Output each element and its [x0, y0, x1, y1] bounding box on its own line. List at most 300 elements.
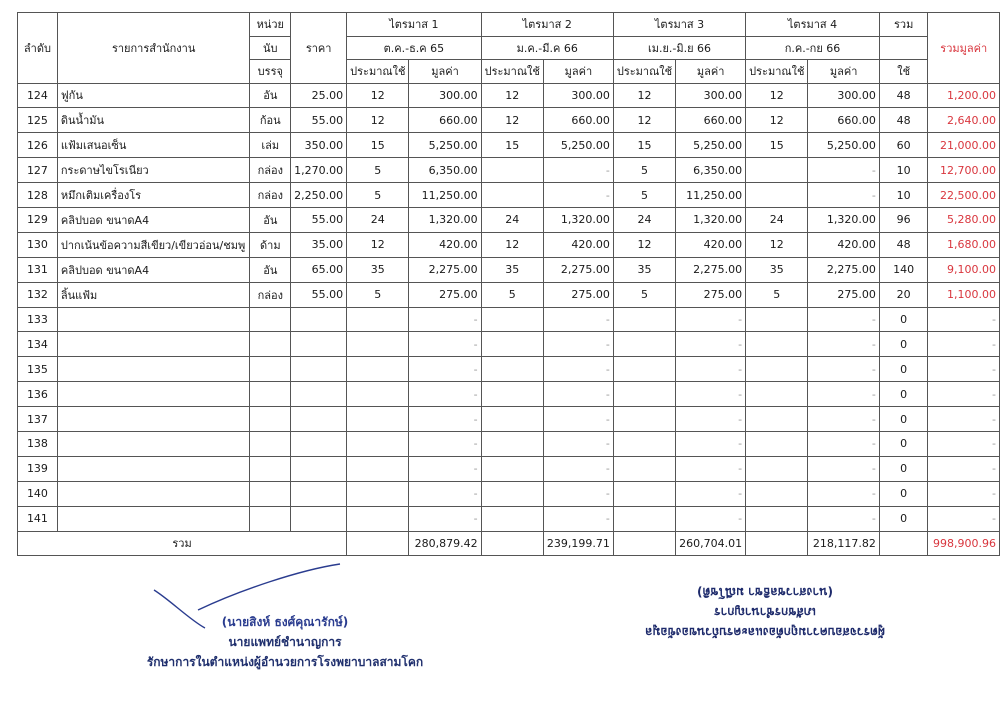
row-q3-value: 5,250.00: [676, 133, 746, 158]
row-use: 0: [879, 382, 928, 407]
table-row: [18, 83, 1000, 108]
row-item: [57, 307, 250, 332]
header-unit-line1: หน่วย: [250, 13, 291, 37]
row-no: 133: [18, 307, 58, 332]
row-q2-value: -: [543, 481, 613, 506]
row-q1-qty: 35: [347, 257, 409, 282]
row-q2-qty: 5: [481, 282, 543, 307]
header-q3-qty: ประมาณใช้: [613, 60, 675, 84]
header-period-3: เม.ย.-มิ.ย 66: [613, 36, 745, 60]
row-price: [291, 307, 347, 332]
row-q2-value: -: [543, 357, 613, 382]
row-q2-value: -: [543, 431, 613, 456]
row-q4-value: -: [808, 481, 879, 506]
row-price: 2,250.00: [291, 183, 347, 208]
row-total: 12,700.00: [928, 158, 1000, 183]
row-item: ปากเน้นข้อความสีเขียว/เขียวอ่อน/ชมพู: [57, 232, 250, 257]
row-use: 0: [879, 357, 928, 382]
row-unit: [250, 332, 291, 357]
row-q4-value: -: [808, 158, 879, 183]
totals-q2-qty: [481, 531, 543, 556]
row-q3-value: 2,275.00: [676, 257, 746, 282]
row-q4-value: 2,275.00: [808, 257, 879, 282]
row-price: [291, 481, 347, 506]
row-item: [57, 431, 250, 456]
row-q3-value: -: [676, 506, 746, 531]
row-q1-value: -: [409, 407, 481, 432]
header-period-1: ต.ค.-ธ.ค 65: [347, 36, 481, 60]
row-no: 131: [18, 257, 58, 282]
row-item: [57, 456, 250, 481]
row-total: 21,000.00: [928, 133, 1000, 158]
row-q4-value: 420.00: [808, 232, 879, 257]
row-q4-qty: 12: [746, 83, 808, 108]
row-no: 138: [18, 431, 58, 456]
row-unit: [250, 382, 291, 407]
row-item: [57, 481, 250, 506]
header-total-use-blank: [879, 36, 928, 60]
row-total: -: [928, 481, 1000, 506]
row-q2-qty: 12: [481, 232, 543, 257]
row-unit: เล่ม: [250, 133, 291, 158]
totals-q1-qty: [347, 531, 409, 556]
row-q1-qty: 5: [347, 158, 409, 183]
row-q4-qty: 35: [746, 257, 808, 282]
row-q1-value: 5,250.00: [409, 133, 481, 158]
row-total: 1,680.00: [928, 232, 1000, 257]
row-q1-value: -: [409, 357, 481, 382]
row-q3-qty: [613, 357, 675, 382]
header-quarter-2: ไตรมาส 2: [481, 13, 613, 37]
row-q1-value: -: [409, 382, 481, 407]
verifier-line1: ผู้ตรวจสอบความถูกต้องและครบถ้วนของข้อมูล: [645, 625, 885, 639]
header-q3-value: มูลค่า: [676, 60, 746, 84]
row-q1-qty: [347, 357, 409, 382]
row-item: ลิ้นแฟ้ม: [57, 282, 250, 307]
row-q2-qty: 12: [481, 83, 543, 108]
row-q1-qty: 12: [347, 83, 409, 108]
row-total: -: [928, 407, 1000, 432]
row-unit: [250, 407, 291, 432]
table-row: [18, 133, 1000, 158]
verifier-line2: เภสัชกรชำนาญการ: [714, 605, 816, 619]
header-quarter-1: ไตรมาส 1: [347, 13, 481, 37]
row-use: 10: [879, 158, 928, 183]
row-no: 130: [18, 232, 58, 257]
row-item: ดินน้ำมัน: [57, 108, 250, 133]
header-q2-qty: ประมาณใช้: [481, 60, 543, 84]
totals-row: [18, 531, 1000, 556]
row-q4-qty: [746, 481, 808, 506]
row-q1-value: 11,250.00: [409, 183, 481, 208]
table-row: [18, 207, 1000, 232]
row-use: 0: [879, 431, 928, 456]
row-q4-value: -: [808, 183, 879, 208]
header-q2-value: มูลค่า: [543, 60, 613, 84]
row-q2-qty: [481, 307, 543, 332]
row-q3-value: -: [676, 407, 746, 432]
row-no: 128: [18, 183, 58, 208]
row-price: [291, 357, 347, 382]
row-q2-value: 300.00: [543, 83, 613, 108]
row-q4-qty: 5: [746, 282, 808, 307]
row-q2-value: -: [543, 382, 613, 407]
row-total: 2,640.00: [928, 108, 1000, 133]
header-quarter-4: ไตรมาส 4: [746, 13, 880, 37]
row-unit: [250, 481, 291, 506]
row-no: 140: [18, 481, 58, 506]
row-q4-value: -: [808, 357, 879, 382]
header-q1-qty: ประมาณใช้: [347, 60, 409, 84]
row-q4-value: -: [808, 332, 879, 357]
row-q3-value: 300.00: [676, 83, 746, 108]
row-q3-value: -: [676, 382, 746, 407]
totals-q3-qty: [613, 531, 675, 556]
row-no: 126: [18, 133, 58, 158]
row-q1-qty: 12: [347, 108, 409, 133]
row-q3-value: -: [676, 431, 746, 456]
row-use: 0: [879, 332, 928, 357]
row-q2-qty: [481, 431, 543, 456]
row-q1-qty: [347, 431, 409, 456]
row-total: -: [928, 506, 1000, 531]
row-q4-qty: [746, 183, 808, 208]
row-q4-value: -: [808, 382, 879, 407]
row-q1-qty: 5: [347, 183, 409, 208]
row-unit: อัน: [250, 83, 291, 108]
row-q3-value: 420.00: [676, 232, 746, 257]
row-use: 0: [879, 481, 928, 506]
row-q4-qty: [746, 357, 808, 382]
row-q4-value: -: [808, 307, 879, 332]
row-q2-value: -: [543, 506, 613, 531]
row-no: 127: [18, 158, 58, 183]
row-q3-value: 6,350.00: [676, 158, 746, 183]
table-row: [18, 481, 1000, 506]
row-price: [291, 382, 347, 407]
row-price: 55.00: [291, 207, 347, 232]
row-q4-qty: [746, 307, 808, 332]
row-price: 55.00: [291, 282, 347, 307]
row-q3-value: 275.00: [676, 282, 746, 307]
row-q2-value: 1,320.00: [543, 207, 613, 232]
row-use: 0: [879, 307, 928, 332]
table-row: [18, 506, 1000, 531]
row-use: 0: [879, 456, 928, 481]
row-q4-value: -: [808, 456, 879, 481]
row-total: 1,200.00: [928, 83, 1000, 108]
row-q4-value: 300.00: [808, 83, 879, 108]
row-q3-value: -: [676, 357, 746, 382]
row-q3-value: -: [676, 332, 746, 357]
row-q3-qty: 12: [613, 83, 675, 108]
row-unit: อัน: [250, 207, 291, 232]
row-unit: ก้อน: [250, 108, 291, 133]
row-q1-qty: [347, 332, 409, 357]
row-q1-qty: [347, 382, 409, 407]
row-use: 48: [879, 83, 928, 108]
row-q2-value: 5,250.00: [543, 133, 613, 158]
header-q4-value: มูลค่า: [808, 60, 879, 84]
header-total-use-line2: ใช้: [879, 60, 928, 84]
row-item: หมึกเติมเครื่องโร: [57, 183, 250, 208]
signer-position: นายแพทย์ชำนาญการ: [228, 635, 342, 649]
row-item: [57, 382, 250, 407]
row-q3-qty: [613, 431, 675, 456]
row-q4-qty: [746, 431, 808, 456]
procurement-table: [17, 12, 1000, 556]
row-q2-qty: [481, 506, 543, 531]
header-unit-line2: นับ: [250, 36, 291, 60]
row-q3-qty: 5: [613, 282, 675, 307]
header-unit-line3: บรรจุ: [250, 60, 291, 84]
row-q4-qty: [746, 332, 808, 357]
row-no: 139: [18, 456, 58, 481]
row-q3-qty: [613, 307, 675, 332]
row-q3-qty: 15: [613, 133, 675, 158]
row-q3-value: 660.00: [676, 108, 746, 133]
row-total: -: [928, 307, 1000, 332]
row-total: -: [928, 456, 1000, 481]
row-q3-qty: 24: [613, 207, 675, 232]
row-q2-value: 420.00: [543, 232, 613, 257]
row-q1-value: -: [409, 332, 481, 357]
row-total: 5,280.00: [928, 207, 1000, 232]
table-row: [18, 232, 1000, 257]
row-price: 35.00: [291, 232, 347, 257]
header-total-use-line1: รวม: [879, 13, 928, 37]
signer-name: (นายสิงห์ ธงศ์คุณารักษ์): [221, 615, 349, 629]
row-q2-qty: 12: [481, 108, 543, 133]
table-row: [18, 456, 1000, 481]
header-total-value: รวมมูลค่า: [928, 13, 1000, 84]
row-unit: [250, 456, 291, 481]
row-q1-value: 2,275.00: [409, 257, 481, 282]
header-price: ราคา: [291, 13, 347, 84]
table-row: [18, 282, 1000, 307]
row-q2-qty: [481, 456, 543, 481]
table-row: [18, 431, 1000, 456]
row-no: 141: [18, 506, 58, 531]
verifier-line3: (นางสาวชลธิชา มณีโชติ): [697, 585, 833, 599]
row-q2-qty: 24: [481, 207, 543, 232]
row-q1-value: 1,320.00: [409, 207, 481, 232]
row-item: แฟ้มเสนอเซ็น: [57, 133, 250, 158]
table-row: [18, 183, 1000, 208]
row-q3-qty: [613, 506, 675, 531]
row-q3-qty: [613, 332, 675, 357]
totals-q4-value: 218,117.82: [808, 531, 879, 556]
row-q1-value: 420.00: [409, 232, 481, 257]
row-price: 1,270.00: [291, 158, 347, 183]
header-q1-value: มูลค่า: [409, 60, 481, 84]
row-price: 25.00: [291, 83, 347, 108]
row-q2-value: 2,275.00: [543, 257, 613, 282]
row-q2-qty: [481, 183, 543, 208]
row-q4-qty: [746, 158, 808, 183]
row-use: 48: [879, 108, 928, 133]
row-q3-qty: [613, 481, 675, 506]
row-item: คลิปบอด ขนาดA4: [57, 207, 250, 232]
table-row: [18, 382, 1000, 407]
row-q2-qty: 15: [481, 133, 543, 158]
row-q2-value: -: [543, 307, 613, 332]
row-q3-qty: 35: [613, 257, 675, 282]
table-row: [18, 407, 1000, 432]
row-q2-qty: 35: [481, 257, 543, 282]
row-no: 125: [18, 108, 58, 133]
row-price: 65.00: [291, 257, 347, 282]
row-price: [291, 407, 347, 432]
table-row: [18, 332, 1000, 357]
row-q2-value: 275.00: [543, 282, 613, 307]
row-q4-value: 660.00: [808, 108, 879, 133]
row-no: 135: [18, 357, 58, 382]
row-q2-qty: [481, 481, 543, 506]
totals-q4-qty: [746, 531, 808, 556]
row-no: 124: [18, 83, 58, 108]
row-q4-value: 275.00: [808, 282, 879, 307]
row-q3-qty: 5: [613, 158, 675, 183]
row-q4-qty: 15: [746, 133, 808, 158]
header-no: ลำดับ: [18, 13, 58, 84]
row-price: [291, 506, 347, 531]
row-q3-value: -: [676, 307, 746, 332]
row-total: 22,500.00: [928, 183, 1000, 208]
row-use: 10: [879, 183, 928, 208]
row-q2-qty: [481, 407, 543, 432]
header-period-2: ม.ค.-มี.ค 66: [481, 36, 613, 60]
row-q4-value: -: [808, 431, 879, 456]
table-row: [18, 307, 1000, 332]
row-price: 350.00: [291, 133, 347, 158]
row-use: 48: [879, 232, 928, 257]
row-q3-qty: 12: [613, 108, 675, 133]
row-item: [57, 357, 250, 382]
row-q1-qty: [347, 506, 409, 531]
row-q3-value: 1,320.00: [676, 207, 746, 232]
row-q2-value: 660.00: [543, 108, 613, 133]
row-q1-value: -: [409, 481, 481, 506]
row-unit: กล่อง: [250, 183, 291, 208]
row-q1-value: 660.00: [409, 108, 481, 133]
row-unit: กล่อง: [250, 158, 291, 183]
grand-total: 998,900.96: [928, 531, 1000, 556]
row-total: -: [928, 431, 1000, 456]
totals-label: รวม: [18, 531, 347, 556]
row-q2-qty: [481, 357, 543, 382]
row-use: 140: [879, 257, 928, 282]
table-row: [18, 108, 1000, 133]
row-q2-qty: [481, 332, 543, 357]
row-q1-value: 6,350.00: [409, 158, 481, 183]
row-q1-value: -: [409, 456, 481, 481]
table-row: [18, 158, 1000, 183]
row-q4-value: -: [808, 506, 879, 531]
row-q3-value: -: [676, 456, 746, 481]
row-item: [57, 407, 250, 432]
row-unit: [250, 506, 291, 531]
table-row: [18, 357, 1000, 382]
row-q1-value: 275.00: [409, 282, 481, 307]
row-q4-qty: [746, 456, 808, 481]
row-total: -: [928, 332, 1000, 357]
signature-right-inverted: [615, 582, 915, 642]
header-item: รายการสำนักงาน: [57, 13, 250, 84]
row-total: 9,100.00: [928, 257, 1000, 282]
row-item: คลิปบอด ขนาดA4: [57, 257, 250, 282]
row-unit: [250, 431, 291, 456]
row-q2-value: -: [543, 332, 613, 357]
row-no: 132: [18, 282, 58, 307]
row-q1-qty: [347, 481, 409, 506]
totals-q1-value: 280,879.42: [409, 531, 481, 556]
row-q2-value: -: [543, 183, 613, 208]
row-q1-value: -: [409, 506, 481, 531]
row-item: กระดาษไขโรเนียว: [57, 158, 250, 183]
row-unit: อัน: [250, 257, 291, 282]
row-q1-qty: [347, 456, 409, 481]
row-total: -: [928, 357, 1000, 382]
row-q2-value: -: [543, 407, 613, 432]
row-q1-qty: 15: [347, 133, 409, 158]
row-no: 129: [18, 207, 58, 232]
table-row: [18, 257, 1000, 282]
row-price: [291, 431, 347, 456]
row-use: 0: [879, 407, 928, 432]
header-period-4: ก.ค.-กย 66: [746, 36, 880, 60]
row-q3-value: -: [676, 481, 746, 506]
row-item: [57, 506, 250, 531]
header-quarter-3: ไตรมาส 3: [613, 13, 745, 37]
row-q4-qty: [746, 506, 808, 531]
row-price: [291, 456, 347, 481]
row-no: 134: [18, 332, 58, 357]
row-price: [291, 332, 347, 357]
row-q4-qty: 12: [746, 232, 808, 257]
row-q3-qty: [613, 456, 675, 481]
row-unit: [250, 357, 291, 382]
row-q2-qty: [481, 382, 543, 407]
row-use: 60: [879, 133, 928, 158]
row-no: 137: [18, 407, 58, 432]
row-q2-value: -: [543, 158, 613, 183]
row-q1-value: -: [409, 431, 481, 456]
row-q1-qty: [347, 407, 409, 432]
row-q1-qty: [347, 307, 409, 332]
row-no: 136: [18, 382, 58, 407]
row-q4-qty: [746, 407, 808, 432]
row-q1-value: -: [409, 307, 481, 332]
row-use: 0: [879, 506, 928, 531]
signer-role: รักษาการในตำแหน่งผู้อำนวยการโรงพยาบาลสามโคก: [146, 655, 424, 669]
row-q3-qty: 12: [613, 232, 675, 257]
row-q2-qty: [481, 158, 543, 183]
row-unit: ด้าม: [250, 232, 291, 257]
row-q1-qty: 24: [347, 207, 409, 232]
row-item: ฟูกัน: [57, 83, 250, 108]
row-q1-qty: 12: [347, 232, 409, 257]
row-q2-value: -: [543, 456, 613, 481]
row-q3-qty: [613, 407, 675, 432]
row-q4-value: 5,250.00: [808, 133, 879, 158]
row-q4-value: 1,320.00: [808, 207, 879, 232]
row-total: 1,100.00: [928, 282, 1000, 307]
signature-left: [140, 612, 430, 672]
row-price: 55.00: [291, 108, 347, 133]
row-q4-qty: 12: [746, 108, 808, 133]
row-q3-qty: 5: [613, 183, 675, 208]
